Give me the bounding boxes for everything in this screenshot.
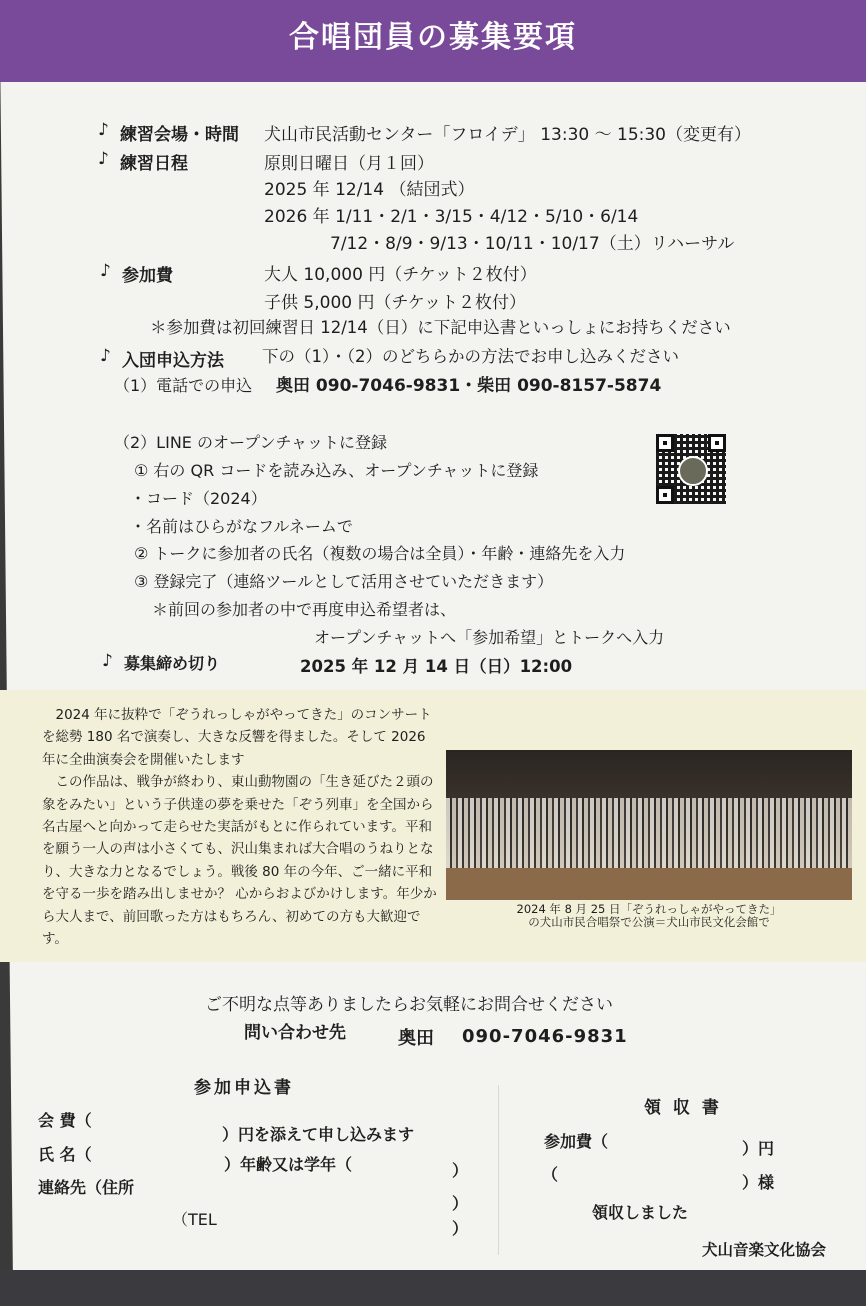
title-band — [0, 0, 866, 82]
deadline-label: 募集締め切り — [124, 654, 221, 673]
receipt-confirm: 領収しました — [592, 1203, 689, 1222]
apply-label: 入団申込方法 — [122, 351, 224, 371]
schedule-line: 2025 年 12/14 （結団式） — [264, 180, 475, 200]
line-step: オープンチャットへ「参加希望」とトークへ入力 — [314, 628, 665, 647]
receipt-title: 領 収 書 — [644, 1098, 722, 1118]
receipt-name-left: （ — [542, 1165, 559, 1184]
phone-method: （1）電話での申込 — [114, 376, 253, 395]
concert-photo — [446, 750, 852, 900]
stage-floor — [446, 868, 852, 900]
fee-line: 子供 5,000 円（チケット２枚付） — [264, 293, 526, 313]
fee-line: 大人 10,000 円（チケット２枚付） — [264, 265, 537, 285]
line-step: ＊前回の参加者の中で再度申込希望者は、 — [152, 600, 457, 619]
story-text — [42, 704, 442, 950]
schedule-label: 練習日程 — [120, 154, 188, 174]
receipt-fee-left: 参加費（ — [544, 1132, 609, 1151]
line-heading: （2）LINE のオープンチャットに登録 — [114, 433, 388, 452]
form-fee-right: ）円を添えて申し込みます — [222, 1125, 415, 1144]
line-step: ・コード（2024） — [130, 489, 267, 508]
qr-code-icon[interactable] — [656, 434, 726, 504]
schedule-line: 原則日曜日（月１回） — [264, 154, 434, 174]
contact-phone: 090-7046-9831 — [462, 1026, 628, 1047]
story-paragraph: 2024 年に抜粋で「ぞうれっしゃがやってきた」のコンサートを総勢 180 名で演奏し、大きな反響を得ました。そして 2026 年に全曲演奏会を開催いたします — [42, 707, 432, 768]
story-paragraph: この作品は、戦争が終わり、東山動物園の「生き延びた２頭の象をみたい」という子供達の夢を乗せた「ぞう列車」を全国から名古屋へと向かって走らせた実話がもとに作られています。平和を願う一人の声は小さくても、沢山集まれば大合唱のうねりとなり、大きな力となるでしょう。戦後 80 年の今年、ご一緒に平和を守る一歩を踏み出しませか？ 心からおよびかけします。年少から大人まで、前回歌った方はもちろん、初めての方も大歓迎です。 — [42, 774, 437, 948]
venue-value: 犬山市民活動センター「フロイデ」 13:30 ～ 15:30（変更有） — [264, 125, 752, 145]
note-icon: ♪ — [100, 346, 111, 366]
page-title: 合唱団員の募集要項 — [289, 20, 577, 55]
deadline-value: 2025 年 12 月 14 日（日）12:00 — [300, 657, 573, 676]
note-icon: ♪ — [98, 149, 109, 169]
line-step: ③ 登録完了（連絡ツールとして活用させていただきます） — [134, 572, 554, 591]
contact-label: 問い合わせ先 — [244, 1023, 346, 1043]
phone-contacts: 奥田 090-7046-9831・柴田 090-8157-5874 — [276, 376, 662, 396]
form-name-left: 氏 名（ — [38, 1145, 92, 1164]
photo-caption — [446, 903, 852, 929]
line-step: ① 右の QR コードを読み込み、オープンチャットに登録 — [134, 461, 539, 480]
form-name-close: ） — [452, 1161, 469, 1180]
form-name-right: ）年齢又は学年（ — [224, 1155, 353, 1174]
form-address: 連絡先（住所 — [38, 1178, 135, 1197]
apply-value: 下の（1）・（2）のどちらかの方法でお申し込みください — [262, 347, 679, 366]
venue-label: 練習会場・時間 — [120, 125, 239, 145]
qr-corner — [656, 434, 674, 452]
organization-name: 犬山音楽文化協会 — [702, 1241, 827, 1259]
form-address-close: ） — [452, 1194, 469, 1213]
schedule-line: 2026 年 1/11・2/1・3/15・4/12・5/10・6/14 — [264, 207, 639, 227]
qr-logo — [678, 456, 708, 486]
form-fee-left: 会 費（ — [38, 1111, 92, 1130]
fee-note: ＊参加費は初回練習日 12/14（日）に下記申込書といっしょにお持ちください — [150, 318, 731, 337]
receipt-name-right: ）様 — [742, 1173, 775, 1192]
form-divider — [498, 1085, 499, 1255]
form-title: 参加申込書 — [194, 1078, 294, 1098]
qr-corner — [656, 486, 674, 504]
receipt-fee-right: ）円 — [742, 1139, 775, 1158]
form-tel: （TEL — [172, 1210, 217, 1229]
contact-name: 奥田 — [398, 1028, 434, 1049]
line-step: ・名前はひらがなフルネームで — [130, 517, 353, 536]
qr-corner — [708, 434, 726, 452]
contact-notice: ご不明な点等ありましたらお気軽にお問合せください — [205, 995, 613, 1015]
line-step: ② トークに参加者の氏名（複数の場合は全員）・年齢・連絡先を入力 — [134, 544, 626, 563]
caption-line: の犬山市民合唱祭で公演＝犬山市民文化会館で — [528, 915, 770, 929]
caption-line: 2024 年 8 月 25 日「ぞうれっしゃがやってきた」 — [516, 902, 782, 916]
note-icon: ♪ — [98, 120, 109, 140]
choir-crowd — [446, 798, 852, 868]
note-icon: ♪ — [100, 261, 111, 281]
form-tel-close: ） — [452, 1219, 469, 1238]
note-icon: ♪ — [102, 651, 113, 671]
fee-label: 参加費 — [122, 266, 173, 286]
bottom-edge — [0, 1270, 866, 1306]
schedule-line: 7/12・8/9・9/13・10/11・10/17（土）リハーサル — [330, 234, 735, 254]
